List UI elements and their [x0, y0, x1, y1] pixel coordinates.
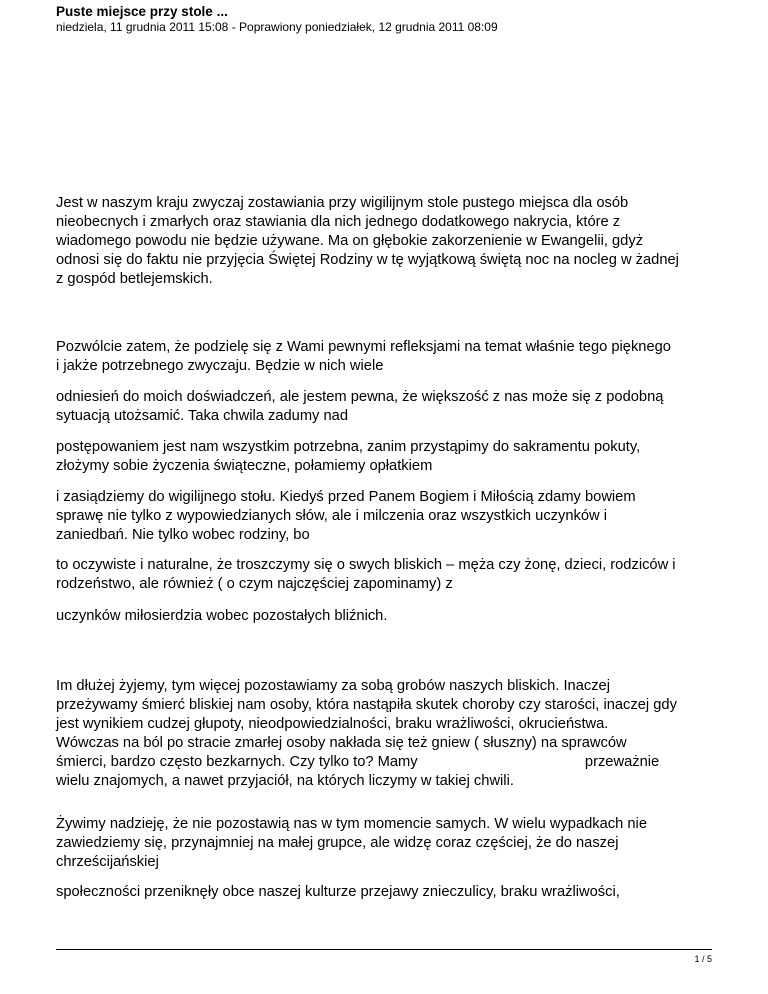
article-meta: niedziela, 11 grudnia 2011 15:08 - Poprawiony poniedziałek, 12 grudnia 2011 08:09 — [56, 20, 498, 34]
article-title: Puste miejsce przy stole ... — [56, 4, 228, 19]
page-number: 1 / 5 — [694, 954, 712, 964]
text-line: uczynków miłosierdzia wobec pozostałych bliźnich. — [56, 608, 388, 624]
text-line: i jakże potrzebnego zwyczaju. Będzie w nich wiele — [56, 358, 384, 374]
text-line: jest wynikiem cudzej głupoty, nieodpowiedzialności, braku wrażliwości, okrucieństwa. — [56, 716, 609, 732]
text-line: zaniedbań. Nie tylko wobec rodziny, bo — [56, 527, 310, 543]
paragraph — [56, 607, 387, 626]
paragraph — [56, 815, 647, 872]
footer-divider — [56, 949, 712, 950]
paragraph — [56, 338, 671, 376]
text-line: odniesień do moich doświadczeń, ale jestem pewna, że większość z nas może się z podobną — [56, 389, 664, 405]
text-line: i zasiądziemy do wigilijnego stołu. Kiedyś przed Panem Bogiem i Miłością zdamy bowiem — [56, 489, 636, 505]
text-line: złożymy sobie życzenia świąteczne, połamiemy opłatkiem — [56, 458, 433, 474]
text-line: chrześcijańskiej — [56, 854, 159, 870]
paragraph — [56, 488, 636, 545]
paragraph — [56, 677, 677, 791]
paragraph — [56, 883, 620, 902]
paragraph — [56, 194, 679, 289]
text-line: wielu znajomych, a nawet przyjaciół, na których liczymy w takiej chwili. — [56, 773, 514, 789]
text-line: to oczywiste i naturalne, że troszczymy się o swych bliskich – męża czy żonę, dzieci, rodziców i — [56, 557, 676, 573]
text-line: rodzeństwo, ale również ( o czym najczęściej zapominamy) z — [56, 576, 453, 592]
text-line: wiadomego powodu nie będzie używane. Ma on głębokie zakorzenienie w Ewangelii, gdyż — [56, 233, 644, 249]
text-line: Wówczas na ból po stracie zmarłej osoby nakłada się też gniew ( słuszny) na sprawców — [56, 735, 627, 751]
text-line: nieobecnych i zmarłych oraz stawiania dla nich jednego dodatkowego nakrycia, które z — [56, 214, 621, 230]
text-line: śmierci, bardzo często bezkarnych. Czy tylko to? Mamy przeważnie — [56, 754, 660, 770]
text-line: sprawę nie tylko z wypowiedzianych słów, ale i milczenia oraz wszystkich uczynków i — [56, 508, 607, 524]
text-line: odnosi się do faktu nie przyjęcia Świętej Rodziny w tę wyjątkową świętą noc na nocleg w żadnej — [56, 252, 679, 268]
text-line: Im dłużej żyjemy, tym więcej pozostawiamy za sobą grobów naszych bliskich. Inaczej — [56, 678, 610, 694]
text-line: Jest w naszym kraju zwyczaj zostawiania przy wigilijnym stole pustego miejsca dla osób — [56, 195, 629, 211]
text-line: z gospód betlejemskich. — [56, 271, 213, 287]
paragraph — [56, 438, 640, 476]
text-line: postępowaniem jest nam wszystkim potrzebna, zanim przystąpimy do sakramentu pokuty, — [56, 439, 641, 455]
text-line: Żywimy nadzieję, że nie pozostawią nas w tym momencie samych. W wielu wypadkach nie — [56, 816, 647, 832]
text-line: przeżywamy śmierć bliskiej nam osoby, która nastąpiła skutek choroby czy starości, inaczej gdy — [56, 697, 677, 713]
paragraph — [56, 556, 676, 594]
text-line: sytuacją utożsamić. Taka chwila zadumy nad — [56, 408, 348, 424]
paragraph — [56, 388, 663, 426]
text-line: Pozwólcie zatem, że podzielę się z Wami pewnymi refleksjami na temat właśnie tego pięknego — [56, 339, 671, 355]
text-line: społeczności przeniknęły obce naszej kulturze przejawy znieczulicy, braku wrażliwości, — [56, 884, 620, 900]
page-header — [56, 4, 716, 34]
text-line: zawiedziemy się, przynajmniej na małej grupce, ale widzę coraz częściej, że do naszej — [56, 835, 619, 851]
